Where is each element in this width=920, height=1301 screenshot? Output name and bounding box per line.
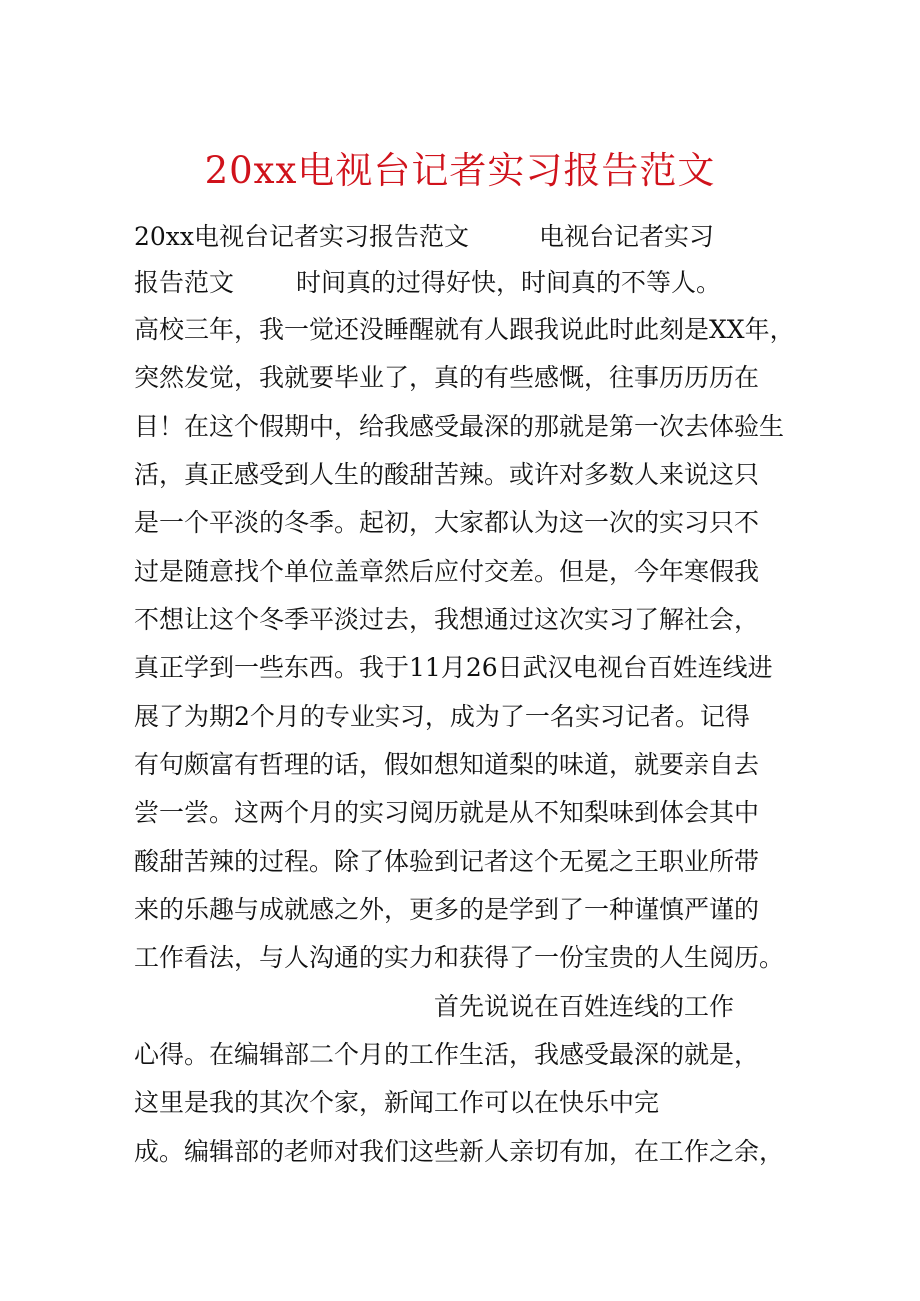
body-line-9: 不想让这个冬季平淡过去，我想通过这次实习了解社会，	[134, 605, 760, 634]
body-line-6: 活，真正感受到人生的酸甜苦辣。或许对多数人来说这只	[134, 460, 760, 489]
line-1-extra: 电视台记者实习	[539, 222, 715, 251]
body-line-20: 成。编辑部的老师对我们这些新人亲切有加，在工作之余，	[134, 1137, 785, 1166]
body-line-8: 过是随意找个单位盖章然后应付交差。但是，今年寒假我	[134, 557, 760, 586]
body-line-4: 突然发觉，我就要毕业了，真的有些感慨，往事历历历在	[134, 363, 760, 392]
body-line-13: 尝一尝。这两个月的实习阅历就是从不知梨味到体会其中	[134, 798, 760, 827]
line-2-text: 报告范文	[134, 268, 235, 297]
body-line-17: 首先说说在百姓连线的工作	[434, 992, 735, 1021]
body-line-3: 高校三年，我一觉还没睡醒就有人跟我说此时此刻是XX年，	[134, 315, 795, 344]
body-line-5: 目！在这个假期中，给我感受最深的那就是第一次去体验生	[134, 412, 785, 441]
body-line-10: 真正学到一些东西。我于11月26日武汉电视台百姓连线进	[134, 653, 773, 682]
body-line-19: 这里是我的其次个家，新闻工作可以在快乐中完	[134, 1088, 660, 1117]
body-line-14: 酸甜苦辣的过程。除了体验到记者这个无冕之王职业所带	[134, 847, 760, 876]
body-line-1	[134, 222, 714, 252]
line-2-extra: 时间真的过得好快，时间真的不等人。	[296, 268, 722, 297]
body-line-15: 来的乐趣与成就感之外，更多的是学到了一种谨慎严谨的	[134, 895, 760, 924]
body-line-7: 是一个平淡的冬季。起初，大家都认为这一次的实习只不	[134, 508, 760, 537]
body-line-12: 有句颇富有哲理的话，假如想知道梨的味道，就要亲自去	[134, 750, 760, 779]
body-line-16: 工作看法，与人沟通的实力和获得了一份宝贵的人生阅历。	[134, 943, 785, 972]
body-line-11: 展了为期2个月的专业实习，成为了一名实习记者。记得	[134, 702, 750, 731]
line-1-text: 20xx电视台记者实习报告范文	[134, 222, 470, 251]
body-line-2	[134, 268, 721, 298]
document-title: 20xx电视台记者实习报告范文	[204, 149, 716, 192]
body-line-18: 心得。在编辑部二个月的工作生活，我感受最深的就是，	[134, 1040, 760, 1069]
